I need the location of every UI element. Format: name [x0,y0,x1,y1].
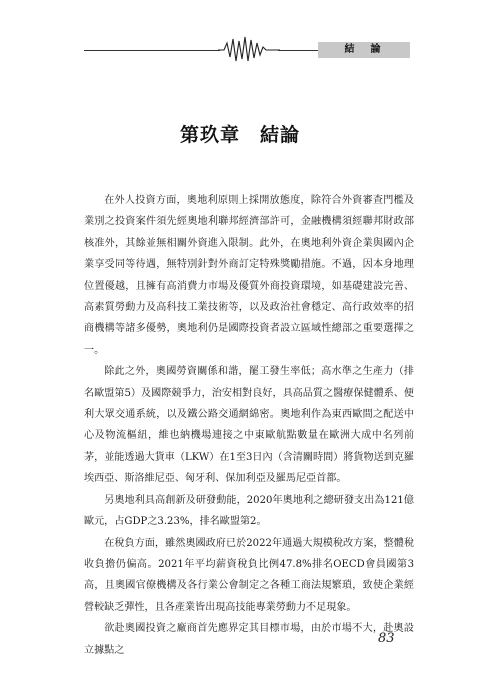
header-rule-right [278,50,318,51]
paragraph-market-entry: 欲赴奧國投資之廠商首先應界定其目標市場，由於市場不大，赴奧設立據點之 [84,623,414,656]
page-number: 83 [378,631,395,646]
heartbeat-wave-icon [218,35,280,63]
paragraph-foreign-investment: 在外人投資方面，奧地利原則上採開放態度，除符合外資審查門檻及業別之投資案件須先經奧地利聯邦經濟部許可，金融機構須經聯邦財政部核准外，其餘並無相關外資進入限制。此外，在奧地利外資企業與國內企業享受同等待遇，無特別針對外商訂定特殊獎勵措施。不過，因本身地理位置優越，且擁有高消費力市場及優質外商投資環境，如基礎建設完善、高素質勞動力及高科技工業技術等，以及政治社會穩定、高行政效率的招商機構等諸多優勢，奧地利仍是國際投資者設立區域性總部之重要選擇之一。 [84,195,414,356]
body-text [84,190,414,661]
chapter-title: 第玖章 結論 [179,124,300,146]
paragraph-labor-logistics: 除此之外，奧國勞資關係和諧，罷工發生率低；高水準之生產力（排名歐盟第5）及國際競爭力，治安相對良好，具高品質之醫療保健體系、便利大眾交通系統，以及鐵公路交通網綿密。奧地利作為東西歐間之配送中心及物流樞紐，維也納機場連接之中東歐航點數量在歐洲大成中名列前茅，並能透過大貨車（LKW）在1至3日內（含清關時間）將貨物送到克羅埃西亞、斯洛維尼亞、匈牙利、保加利亞及羅馬尼亞首都。 [84,366,414,485]
paragraph-innovation: 另奧地利具高創新及研發動能，2020年奧地利之總研發支出為121億歐元，占GDP之3.23%，排名歐盟第2。 [84,494,414,528]
paragraph-tax-burden: 在稅負方面，雖然奧國政府已於2022年通過大規模稅改方案，整體稅收負擔仍偏高。2021年平均薪資稅負比例47.8%排名OECD會員國第3高，且奧國官僚機構及各行業公會制定之各種工商法規繁瑣，致使企業經營較缺乏彈性，且各產業皆出現高技能專業勞動力不足現象。 [84,537,414,613]
section-label: 結 論 [318,42,410,58]
header-rule-left [84,50,220,51]
running-header [0,32,480,62]
